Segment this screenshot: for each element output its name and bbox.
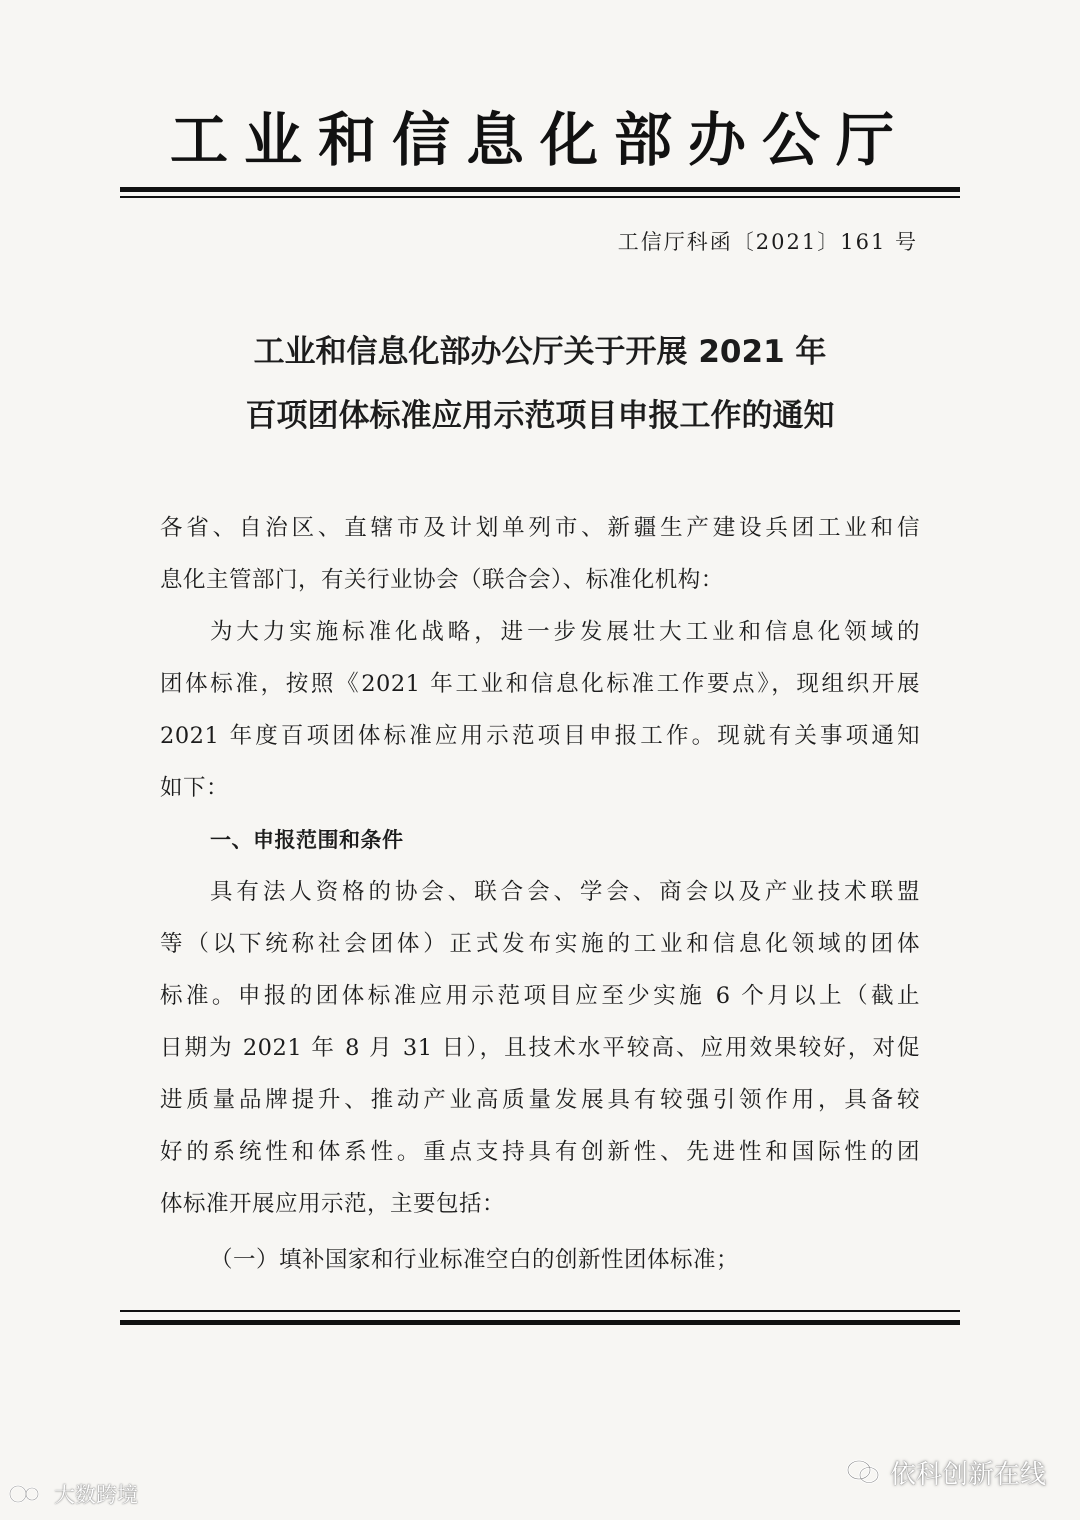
body-line: 具有法人资格的协会、联合会、学会、商会以及产业技术联盟 bbox=[210, 879, 920, 905]
body-line: 标准。申报的团体标准应用示范项目应至少实施 6 个月以上（截止 bbox=[160, 983, 920, 1009]
footer-rule-thin bbox=[120, 1310, 960, 1312]
account-watermark-label: 依科创新在线 bbox=[889, 1459, 1046, 1490]
addressee-line-1: 各省、自治区、直辖市及计划单列市、新疆生产建设兵团工业和信 bbox=[160, 515, 920, 541]
office-masthead: 工业和信息化部办公厅 bbox=[169, 106, 910, 174]
footer-rule-thick bbox=[120, 1320, 960, 1325]
wechat-icon bbox=[846, 1457, 882, 1487]
addressee-line-2: 息化主管部门，有关行业协会（联合会）、标准化机构： bbox=[160, 567, 724, 593]
notice-title-line-1: 工业和信息化部办公厅关于开展 2021 年 bbox=[253, 334, 827, 370]
reference-number: 工信厅科函〔2021〕161 号 bbox=[617, 230, 918, 254]
masthead-rule-thick bbox=[120, 187, 960, 192]
chat-bubble-icon bbox=[8, 1482, 48, 1506]
list-item: （一）填补国家和行业标准空白的创新性团体标准； bbox=[210, 1247, 740, 1273]
body-line: 进质量品牌提升、推动产业高质量发展具有较强引领作用，具备较 bbox=[160, 1087, 920, 1113]
body-line: 体标准开展应用示范，主要包括： bbox=[160, 1191, 506, 1217]
body-line: 如下： bbox=[160, 775, 230, 801]
account-watermark bbox=[846, 1452, 1046, 1492]
notice-title-line-2: 百项团体标准应用示范项目申报工作的通知 bbox=[245, 398, 835, 434]
body-line: 日期为 2021 年 8 月 31 日），且技术水平较高、应用效果较好，对促 bbox=[160, 1035, 920, 1061]
masthead-rule-thin bbox=[120, 196, 960, 198]
source-watermark bbox=[8, 1476, 138, 1512]
body-line: 好的系统性和体系性。重点支持具有创新性、先进性和国际性的团 bbox=[160, 1139, 920, 1165]
body-line: 为大力实施标准化战略，进一步发展壮大工业和信息化领域的 bbox=[210, 619, 920, 645]
body-line: 团体标准，按照《2021 年工业和信息化标准工作要点》，现组织开展 bbox=[160, 671, 920, 697]
body-line: 2021 年度百项团体标准应用示范项目申报工作。现就有关事项通知 bbox=[160, 723, 920, 749]
section-heading: 一、申报范围和条件 bbox=[210, 828, 404, 852]
body-line: 等（以下统称社会团体）正式发布实施的工业和信息化领域的团体 bbox=[160, 931, 920, 957]
source-watermark-label: 大数跨境 bbox=[54, 1483, 138, 1507]
